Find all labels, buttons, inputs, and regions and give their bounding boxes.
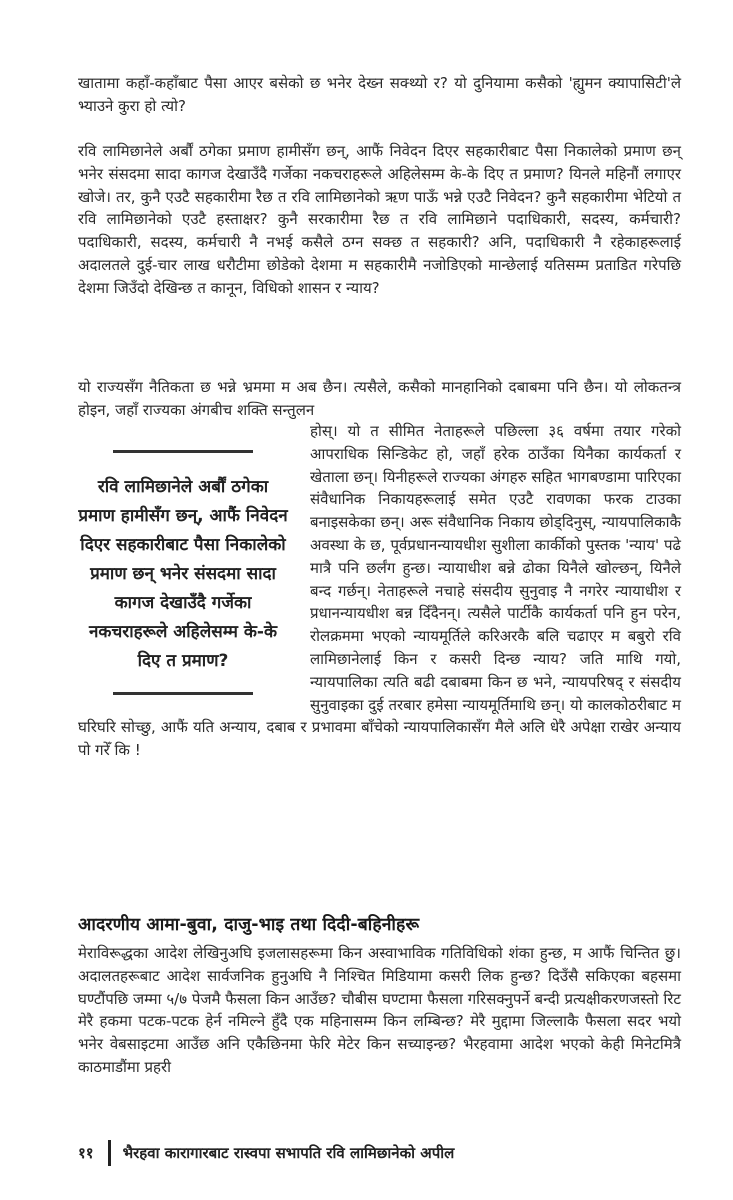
paragraph-text: रवि लामिछानेले अर्बौं ठगेका प्रमाण हामीसँग छन्, आफैं निवेदन दिएर सहकारीबाट पैसा निकालेको प्रमाण छन् भनेर संसदमा सादा कागज देखाउँदै गर्जेका नकचराहरूले अहिलेसम्म के-के दिए त प्रमाण? यिनले महिनौं लगाएर खोजे। तर, कुनै एउटै सहकारीमा रैछ त रवि लामिछानेको ऋण पाऊँ भन्ने एउटै निवेदन? कुनै सहकारीमा भेटियो त रवि लामिछानेको एउटै हस्ताक्षर? कुनै सरकारीमा रैछ त रवि लामिछाने पदाधिकारी, सदस्य, कर्मचारी? पदाधिकारी, सदस्य, कर्मचारी नै नभई कसैले ठग्न सक्छ त सहकारी? अनि, पदाधिकारी नै रहेकाहरूलाई अदालतले दुई-चार लाख धरौटीमा छोडेको देशमा म सहकारीमै नजोडिएको मान्छेलाई यतिसम्म प्रताडित गरेपछि देशमा जिउँदो देखिन्छ त कानून, विधिको शासन र न्याय? bbox=[78, 142, 681, 297]
footer-divider bbox=[108, 1140, 111, 1166]
pull-quote-text: रवि लामिछानेले अर्बौं ठगेका प्रमाण हामीसँग छन्, आफैं निवेदन दिएर सहकारीबाट पैसा निकालेको प्रमाण छन् भनेर संसदमा सादा कागज देखाउँदै गर्जेका नकचराहरूले अहिलेसम्म के-के दिए त प्रमाण? bbox=[78, 477, 288, 671]
footer-title: भैरहवा कारागारबाट रास्वपा सभापति रवि लामिछानेको अपील bbox=[122, 1144, 455, 1162]
paragraph-judiciary-wrap bbox=[78, 420, 681, 762]
paragraph-text: होस्। यो त सीमित नेताहरूले पछिल्ला ३६ वर्षमा तयार गरेको आपराधिक सिन्डिकेट हो, जहाँ हरेक ठाउँका यिनैका कार्यकर्ता र खेताला छन्। यिनीहरूले राज्यका अंगहरु सहित भागबण्डामा पारिएका संवैधानिक निकायहरूलाई समेत एउटै रावणका फरक टाउका बनाइसकेका छन्। अरू संवैधानिक निकाय छोड्दिनुस्, न्यायपालिकाकै अवस्था के छ, पूर्वप्रधानन्यायधीश सुशीला कार्कीको पुस्तक 'न्याय' पढे मात्रै पनि छर्लंग हुन्छ। न्यायाधीश बन्ने ढोका यिनैले खोल्छन्, यिनैले बन्द गर्छन्। नेताहरूले नचाहे संसदीय सुनुवाइ नै नगरेर न्यायाधीश र प्रधानन्यायधीश बन्न दिँदैनन्। त्यसैले पार्टीकै कार्यकर्ता पनि हुन परेन, रोलक्रममा भएको न्यायमूर्तिले करिअरकै बलि चढाएर म बबुरो रवि लामिछानेलाई किन र कसरी दिन्छ न्याय? जति माथि गयो, न्यायपालिका त्यति बढी दबाबमा किन छ भने, न्यायपरिषद् र संसदीय सुनुवाइका दुई तरबार हमेसा न्यायमूर्तिमाथि छन्। यो कालकोठरीबाट म घरिघरि सोच्छु, आफैं यति अन्याय, दबाब र प्रभावमा बाँचेको न्यायपालिकासँग मैले अलि धेरै अपेक्षा राखेर अन्याय पो गरेँ कि ! bbox=[78, 422, 681, 760]
paragraph-state-morality bbox=[78, 376, 681, 422]
pull-quote-top-rule bbox=[113, 450, 253, 453]
paragraph-intro bbox=[78, 72, 681, 118]
page-number: ११ bbox=[78, 1144, 94, 1162]
paragraph-court-orders bbox=[78, 942, 681, 1079]
section-heading: आदरणीय आमा-बुवा, दाजु-भाइ तथा दिदी-बहिनीहरू bbox=[78, 915, 420, 935]
pull-quote-bottom-rule bbox=[113, 692, 253, 695]
paragraph-evidence bbox=[78, 140, 681, 300]
paragraph-text: खातामा कहाँ-कहाँबाट पैसा आएर बसेको छ भनेर देख्न सक्थ्यो र? यो दुनियामा कसैको 'ह्युमन क्यापासिटी'ले भ्याउने कुरा हो त्यो? bbox=[78, 74, 681, 115]
paragraph-text: यो राज्यसँग नैतिकता छ भन्ने भ्रममा म अब छैन। त्यसैले, कसैको मानहानिको दबाबमा पनि छैन। यो लोकतन्त्र होइन, जहाँ राज्यका अंगबीच शक्ति सन्तुलन bbox=[78, 378, 681, 419]
paragraph-text: मेराविरूद्धका आदेश लेखिनुअघि इजलासहरूमा किन अस्वाभाविक गतिविधिको शंका हुन्छ, म आफैं चिन्तित छु। अदालतहरूबाट आदेश सार्वजनिक हुनुअघि नै निश्चित मिडियामा कसरी लिक हुन्छ? दिउँसै सकिएका बहसमा घण्टौंपछि जम्मा ५/७ पेजमै फैसला किन आउँछ? चौबीस घण्टामा फैसला गरिसक्नुपर्ने बन्दी प्रत्यक्षीकरणजस्तो रिट मेरै हकमा पटक-पटक हेर्न नमिल्ने हुँदै एक महिनासम्म किन लम्बिन्छ? मेरै मुद्दामा जिल्लाकै फैसला सदर भयो भनेर वेबसाइटमा आउँछ अनि एकैछिनमा फेरि मेटेर किन सच्याइन्छ? भैरहवामा आदेश भएको केही मिनेटमित्रै काठमाडौंमा प्रहरी bbox=[78, 944, 681, 1076]
page-footer bbox=[78, 1140, 454, 1166]
pull-quote bbox=[78, 434, 288, 695]
